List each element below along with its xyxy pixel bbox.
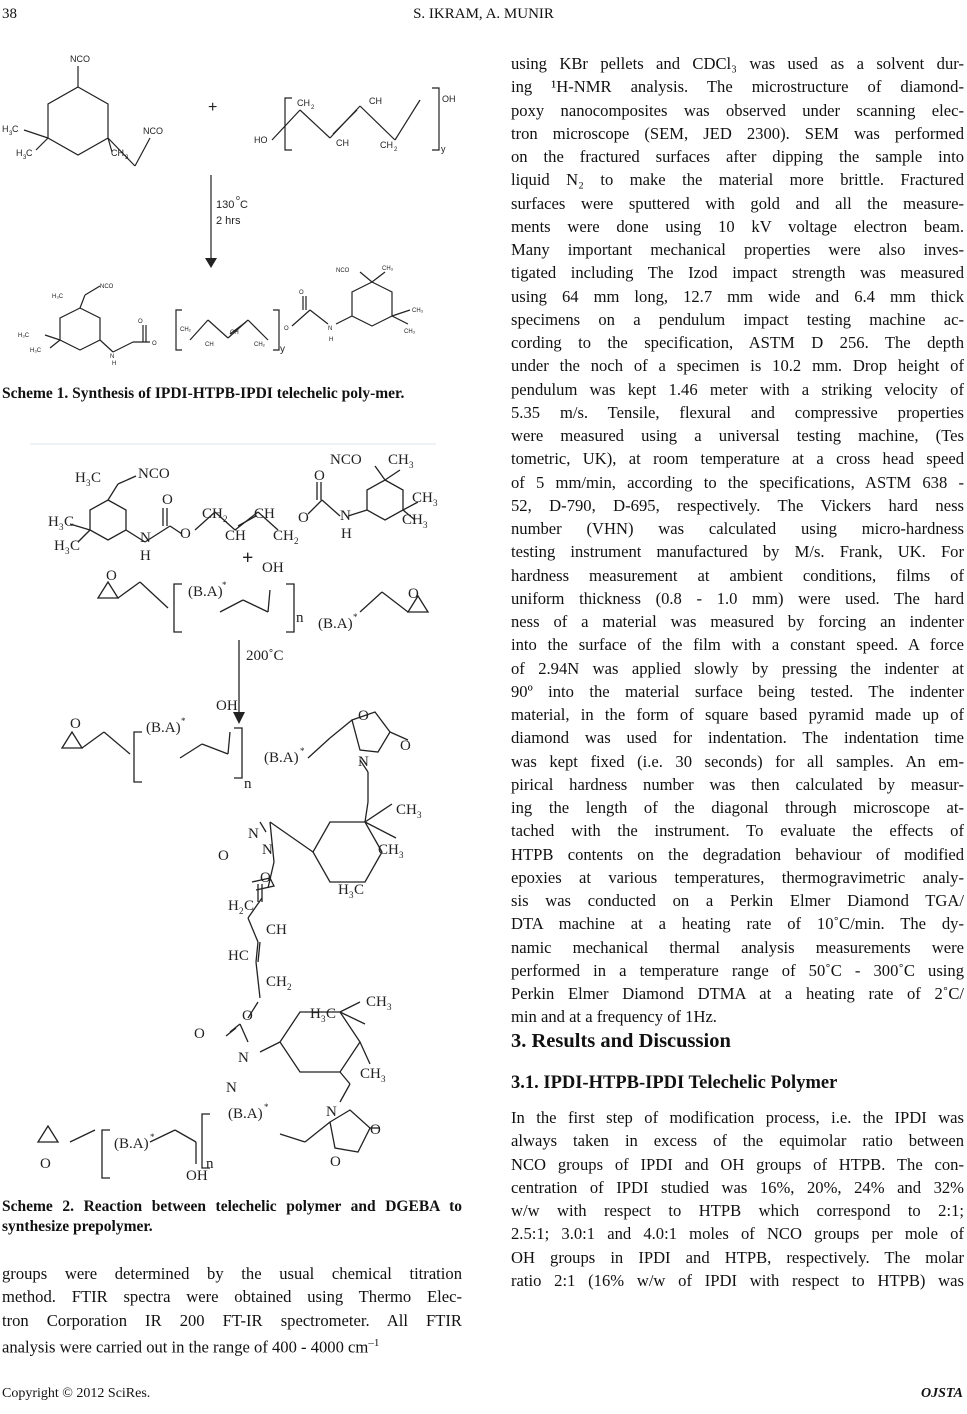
svg-text:2: 2 — [239, 906, 244, 916]
svg-text:NCO: NCO — [138, 466, 170, 482]
svg-text:H₃C: H₃C — [52, 294, 64, 300]
svg-text:O: O — [370, 1122, 381, 1138]
text-line: diamond was used for indentation. The indentation time — [511, 728, 964, 748]
svg-text:3: 3 — [409, 460, 414, 470]
svg-text:CH: CH — [230, 330, 239, 336]
text-line: using 64 mm long, 12.7 mm wide and 6.4 mm thick — [511, 286, 964, 306]
svg-text:*: * — [264, 1102, 269, 1112]
svg-text:(B.A): (B.A) — [114, 1136, 149, 1152]
svg-text:N: N — [358, 754, 369, 770]
svg-text:*: * — [353, 612, 358, 622]
text-line: DTA machine at a heating rate of 10˚C/min. The dy- — [511, 914, 964, 934]
svg-text:O: O — [138, 319, 143, 325]
svg-text:O: O — [162, 492, 173, 508]
svg-text:y: y — [280, 344, 285, 355]
text-line: ness of a material was measured by forcing an indenter — [511, 612, 964, 631]
right-column-paragraph-2 — [511, 1106, 964, 1292]
text-line: material, in the form of square based pyramid made up of — [511, 705, 964, 724]
svg-text:N: N — [328, 326, 333, 332]
svg-text:3: 3 — [65, 546, 70, 556]
svg-text:o: o — [236, 195, 240, 202]
svg-text:O: O — [218, 848, 229, 864]
text-line: tigated including The Izod impact strength was measured — [511, 263, 964, 283]
svg-text:O: O — [408, 586, 419, 602]
svg-text:HO: HO — [254, 135, 268, 145]
svg-text:3: 3 — [349, 890, 354, 900]
text-line: always taken in excess of the equimolar ratio between — [511, 1131, 964, 1151]
text-line: cording to the specification, ASTM D 256. The depth — [511, 333, 964, 352]
svg-text:200˚C: 200˚C — [246, 648, 284, 664]
svg-text:n: n — [244, 776, 252, 792]
svg-text:O: O — [330, 1154, 341, 1170]
scheme2-reaction-diagram — [30, 442, 470, 1190]
svg-text:O: O — [40, 1156, 51, 1172]
scheme1-plus: + — [208, 99, 218, 116]
svg-text:H: H — [16, 148, 23, 158]
svg-text:CH: CH — [388, 452, 409, 468]
right-column-paragraph-1 — [511, 52, 964, 1029]
svg-text:3: 3 — [423, 520, 428, 530]
svg-text:C: C — [64, 514, 75, 530]
svg-text:CH: CH — [366, 994, 387, 1010]
text-line: Many important mechanical properties were also inves- — [511, 240, 964, 259]
svg-text:C: C — [26, 148, 33, 158]
svg-text:N: N — [326, 1104, 337, 1120]
svg-text:CH: CH — [111, 148, 124, 158]
svg-text:CH: CH — [369, 96, 382, 106]
text-line: sis was conducted on a Perkin Elmer Diamond TGA/ — [511, 891, 964, 910]
svg-text:CH: CH — [360, 1066, 381, 1082]
svg-text:N: N — [262, 842, 273, 858]
svg-text:NCO: NCO — [330, 452, 362, 468]
text-line: into the surface of the film with a constant speed. A force — [511, 635, 964, 655]
svg-text:H: H — [54, 538, 65, 554]
text-line: was kept fixed (i.e. 30 seconds) for all samples. An em- — [511, 751, 964, 771]
section-heading: 3. Results and Discussion — [511, 1030, 731, 1052]
text-line: ments were done using 10 kV voltage electron beam. — [511, 216, 964, 236]
svg-text:(B.A): (B.A) — [146, 720, 181, 736]
svg-text:O: O — [242, 1008, 253, 1024]
svg-text:O: O — [314, 468, 325, 484]
svg-text:3: 3 — [321, 1014, 326, 1024]
text-line: uniform thickness (0.8 - 1.0 mm) were used. The hard — [511, 588, 964, 608]
svg-text:n: n — [206, 1156, 214, 1172]
svg-text:3: 3 — [59, 522, 64, 532]
svg-text:3: 3 — [387, 1002, 392, 1012]
svg-text:n: n — [296, 610, 304, 626]
svg-text:O: O — [400, 738, 411, 754]
svg-text:C: C — [91, 470, 102, 486]
text-line: In the first step of modification process, i.e. the IPDI was — [511, 1108, 964, 1127]
text-line: pendulum was kept 1.46 meter with a striking velocity of — [511, 379, 964, 399]
svg-text:CH: CH — [205, 342, 214, 348]
svg-text:CH₃: CH₃ — [382, 266, 394, 272]
svg-text:O: O — [106, 568, 117, 584]
svg-text:3: 3 — [23, 155, 27, 161]
svg-text:2: 2 — [394, 147, 398, 153]
svg-text:H₃C: H₃C — [18, 333, 30, 339]
svg-text:NCO: NCO — [100, 284, 114, 290]
text-line: tached with the instrument. To evaluate the effects of — [511, 821, 964, 841]
svg-text:CH₃: CH₃ — [404, 329, 416, 335]
svg-text:C: C — [354, 882, 365, 898]
svg-text:O: O — [180, 526, 191, 542]
text-line: 90º into the material surface being tested. The indenter — [511, 681, 964, 701]
text-line: epoxies at various temperatures, thermogravimetric analy- — [511, 867, 964, 887]
text-line: under the noch of a specimen is 10.2 mm. Drop height of — [511, 356, 964, 376]
svg-text:*: * — [222, 580, 227, 590]
svg-text:*: * — [150, 1132, 155, 1142]
svg-text:y: y — [441, 144, 446, 154]
text-line: ing ¹H-NMR analysis. The microstructure of diamond- — [511, 77, 964, 97]
svg-text:CH: CH — [378, 842, 399, 858]
svg-text:H: H — [228, 898, 239, 914]
svg-text:3: 3 — [125, 155, 129, 161]
svg-text:O: O — [152, 341, 157, 347]
text-line: centration of IPDI studied was 16%, 20%, 24% and 32% — [511, 1177, 964, 1197]
svg-text:CH: CH — [396, 802, 417, 818]
scheme2-plus: + — [242, 547, 254, 569]
svg-text:OH: OH — [442, 94, 456, 104]
text-line: testing instrument manufactured by M/s. Frank, UK. For — [511, 542, 964, 562]
left-line-4: analysis were carried out in the range of 400 - 4000 $cm^{-1}$ — [2, 1336, 380, 1357]
text-line: pirical hardness number was then calculated by measur- — [511, 774, 964, 794]
text-line: performed in a temperature range of 50˚C - 300˚C using — [511, 960, 964, 980]
svg-text:2: 2 — [294, 536, 299, 546]
text-line: liquid N₂ to make the material more brittle. Fractured — [511, 170, 964, 190]
svg-text:O: O — [299, 290, 304, 296]
svg-text:H: H — [341, 526, 352, 542]
svg-text:3: 3 — [9, 131, 13, 137]
svg-text:C: C — [244, 898, 255, 914]
text-line: ing the length of the diagonal through microscope at- — [511, 798, 964, 817]
svg-text:OH: OH — [216, 698, 238, 714]
svg-text:3: 3 — [86, 478, 91, 488]
svg-text:H: H — [112, 361, 117, 367]
subsection-heading: 3.1. IPDI-HTPB-IPDI Telechelic Polymer — [511, 1073, 838, 1093]
left-line-2: method. FTIR spectra were obtained using Thermo Elec- — [2, 1287, 462, 1307]
text-line: NCO groups of IPDI and OH groups of HTPB. The con- — [511, 1154, 964, 1174]
svg-text:CH: CH — [336, 138, 349, 148]
left-line-1: groups were determined by the usual chemical titration — [2, 1264, 462, 1283]
scheme1-caption: Scheme 1. Synthesis of IPDI-HTPB-IPDI telechelic poly-mer. — [2, 385, 405, 402]
svg-text:CH: CH — [266, 974, 287, 990]
text-line: hardness measurement at ambient conditions, films of — [511, 565, 964, 585]
svg-text:C: C — [70, 538, 81, 554]
svg-text:OH: OH — [262, 560, 284, 576]
svg-text:O: O — [284, 326, 289, 332]
svg-text:O: O — [194, 1026, 205, 1042]
svg-text:CH: CH — [380, 140, 393, 150]
svg-text:NCO: NCO — [336, 268, 350, 274]
svg-text:N: N — [110, 354, 115, 360]
page-number: 38 — [2, 6, 17, 22]
svg-text:CH: CH — [254, 506, 275, 522]
svg-text:N: N — [238, 1050, 249, 1066]
svg-text:(B.A): (B.A) — [318, 616, 353, 632]
svg-text:CH₂: CH₂ — [254, 342, 265, 348]
svg-text:N: N — [226, 1080, 237, 1096]
text-line: of 2.94N was applied slowly by pressing the indenter at — [511, 658, 964, 678]
text-line: HTPB contents on the degradation behaviour of modified — [511, 844, 964, 864]
svg-text:NCO: NCO — [70, 54, 90, 64]
svg-text:H: H — [2, 124, 9, 134]
svg-text:CH₃: CH₃ — [412, 308, 424, 314]
svg-text:CH: CH — [273, 528, 294, 544]
svg-text:H: H — [140, 548, 151, 564]
svg-text:N: N — [140, 530, 151, 546]
scheme2-caption: Scheme 2. Reaction between telechelic polymer and DGEBA to synthesize prepolymer. — [2, 1198, 462, 1235]
svg-text:NCO: NCO — [143, 126, 163, 136]
left-line-3: tron Corporation IR 200 FT-IR spectrometer. All FTIR — [2, 1310, 462, 1330]
text-line: surfaces were sputtered with gold and all the measure- — [511, 193, 964, 213]
svg-text:CH: CH — [402, 512, 423, 528]
svg-text:(B.A): (B.A) — [188, 584, 223, 600]
text-line: on the fractured surfaces after dipping the sample into — [511, 147, 964, 166]
svg-text:CH: CH — [297, 98, 310, 108]
svg-text:CH: CH — [412, 490, 433, 506]
text-line: of 5 mm/min, according to the specifications, ASTM 638 - — [511, 472, 964, 492]
text-line: w/w with respect to HTPB which correspond to 2:1; — [511, 1201, 964, 1220]
svg-text:H: H — [75, 470, 86, 486]
svg-text:CH: CH — [225, 528, 246, 544]
left-column-paragraph — [2, 1262, 462, 1359]
svg-text:3: 3 — [381, 1074, 386, 1084]
svg-text:(B.A): (B.A) — [228, 1106, 263, 1122]
svg-text:CH: CH — [266, 922, 287, 938]
text-line: number (VHN) was calculated using micro-hardness — [511, 519, 964, 538]
svg-text:H: H — [48, 514, 59, 530]
svg-text:2: 2 — [287, 982, 292, 992]
svg-text:C: C — [12, 124, 19, 134]
svg-text:H: H — [329, 337, 334, 343]
svg-text:130: 130 — [216, 199, 235, 211]
text-line: namic mechanical thermal analysis measurements were — [511, 937, 964, 957]
svg-text:3: 3 — [417, 810, 422, 820]
text-line: specimens on a pendulum impact testing machine ac- — [511, 309, 964, 329]
svg-text:H: H — [338, 882, 349, 898]
text-line: Perkin Elmer Diamond DTMA at a heating rate of 2˚C/ — [511, 984, 964, 1003]
scheme1-reaction-diagram — [0, 40, 470, 370]
svg-text:2 hrs: 2 hrs — [216, 215, 241, 227]
svg-text:(B.A): (B.A) — [264, 750, 299, 766]
svg-text:HC: HC — [228, 948, 249, 964]
running-header-authors: S. IKRAM, A. MUNIR — [413, 6, 554, 22]
svg-text:CH₂: CH₂ — [180, 327, 191, 333]
svg-text:*: * — [300, 746, 305, 756]
svg-text:OH: OH — [186, 1168, 208, 1184]
text-line: OH groups in IPDI and HTPB, respectively. The molar — [511, 1247, 964, 1267]
footer-copyright: Copyright © 2012 SciRes. — [2, 1386, 151, 1401]
svg-text:2: 2 — [311, 105, 315, 111]
text-line: ratio 2:1 (16% w/w of IPDI with respect to HTPB) was — [511, 1270, 964, 1290]
svg-text:3: 3 — [399, 850, 404, 860]
svg-text:C: C — [240, 199, 248, 211]
text-line: tron microscope (SEM, JED 2300). SEM was performed — [511, 123, 964, 143]
text-line: tometric, UK), at room temperature at a cross head speed — [511, 449, 964, 469]
svg-text:N: N — [248, 826, 259, 842]
text-line: 2.5:1; 3.0:1 and 4.0:1 moles of NCO groups per mole of — [511, 1224, 964, 1244]
text-line: 52, D-790, D-695, respectively. The Vickers hard ness — [511, 495, 964, 515]
svg-text:CH: CH — [202, 506, 223, 522]
svg-text:O: O — [358, 708, 369, 724]
svg-text:3: 3 — [433, 498, 438, 508]
text-line: min and at a frequency of 1Hz. — [511, 1007, 717, 1027]
svg-text:H: H — [310, 1006, 321, 1022]
svg-text:O: O — [260, 870, 271, 886]
text-line: using KBr pellets and CDCl₃ was used as a solvent dur- — [511, 54, 964, 73]
footer-journal: OJSTA — [920, 1386, 963, 1401]
svg-text:O: O — [298, 510, 309, 526]
svg-text:2: 2 — [223, 514, 228, 524]
svg-text:C: C — [326, 1006, 337, 1022]
svg-text:H₃C: H₃C — [30, 348, 42, 354]
text-line: 5.35 m/s. Tensile, flexural and compressive properties — [511, 402, 964, 422]
svg-text:N: N — [340, 508, 351, 524]
svg-text:O: O — [70, 716, 81, 732]
text-line: were measured using a universal testing machine, (Tes — [511, 426, 964, 445]
text-line: poxy nanocomposites was observed under scanning elec- — [511, 100, 964, 120]
svg-text:*: * — [181, 716, 186, 726]
